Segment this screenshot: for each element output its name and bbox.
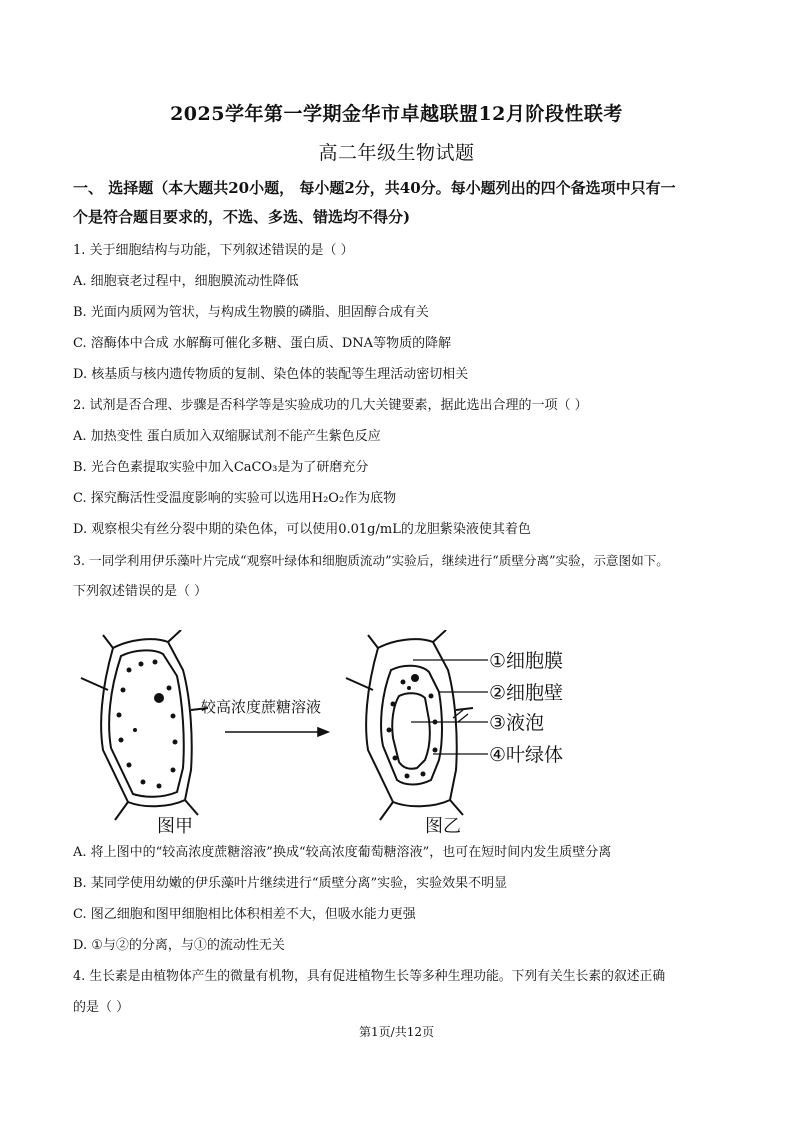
q3-stem-line2: 下列叙述错误的是（ ） [73, 584, 208, 599]
q3-stem-line1: 3. 一同学利用伊乐藻叶片完成“观察叶绿体和细胞质流动”实验后，继续进行“质壁分离”实验，示意图如下。 [73, 553, 669, 568]
arrow-label: 较高浓度蔗糖溶液 [201, 698, 322, 716]
q4-stem-line2: 的是（ ） [73, 1000, 130, 1015]
q2-option-c: C. 探究酶活性受温度影响的实验可以选用H₂O₂作为底物 [73, 491, 397, 506]
exam-subtitle: 高二年级生物试题 [318, 142, 475, 164]
q1-option-a: A. 细胞衰老过程中，细胞膜流动性降低 [73, 274, 299, 289]
caption-jia: 图甲 [157, 816, 193, 837]
label-vacuole: ③液泡 [489, 712, 545, 734]
q2-option-b: B. 光合色素提取实验中加入CaCO₃是为了研磨充分 [73, 460, 369, 475]
section-heading-line2: 个是符合题目要求的，不选、多选、错选均不得分) [73, 208, 411, 226]
label-cell-membrane: ①细胞膜 [489, 650, 564, 672]
q1-stem: 1. 关于细胞结构与功能，下列叙述错误的是（ ） [73, 243, 354, 258]
q1-option-c: C. 溶酶体中合成 水解酶可催化多糖、蛋白质、DNA等物质的降解 [73, 336, 452, 351]
q2-option-a: A. 加热变性 蛋白质加入双缩脲试剂不能产生紫色反应 [73, 429, 381, 444]
q1-option-b: B. 光面内质网为管状，与构成生物膜的磷脂、胆固醇合成有关 [73, 305, 429, 320]
chloroplasts-jia [117, 660, 178, 789]
q1-option-d: D. 核基质与核内遗传物质的复制、染色体的装配等生理活动密切相关 [73, 367, 469, 382]
q3-option-d: D. ①与②的分离，与①的流动性无关 [73, 938, 285, 953]
q3-option-c: C. 图乙细胞和图甲细胞相比体积相差不大，但吸水能力更强 [73, 907, 416, 922]
cell-yi [346, 630, 473, 820]
arrow-icon [225, 728, 328, 736]
plasmolysis-figure [73, 630, 593, 840]
caption-yi: 图乙 [425, 816, 461, 837]
q4-stem-line1: 4. 生长素是由植物体产生的微量有机物，具有促进植物生长等多种生理功能。下列有关生长素的叙述正确 [73, 969, 666, 984]
label-chloroplast: ④叶绿体 [489, 744, 564, 766]
section-heading-line1: 一、 选择题（本大题共20小题， 每小题2分，共40分。每小题列出的四个备选项中只有一 [73, 179, 676, 197]
q2-stem: 2. 试剂是否合理、步骤是否科学等是实验成功的几大关键要素，据此选出合理的一项（ ） [73, 398, 588, 413]
q3-option-b: B. 某同学使用幼嫩的伊乐藻叶片继续进行“质壁分离”实验，实验效果不明显 [73, 876, 508, 891]
exam-title: 2025学年第一学期金华市卓越联盟12月阶段性联考 [170, 103, 623, 125]
q3-option-a: A. 将上图中的“较高浓度蔗糖溶液”换成“较高浓度葡萄糖溶液”，也可在短时间内发生质壁分离 [73, 845, 612, 860]
cell-jia [81, 630, 208, 820]
label-cell-wall: ②细胞壁 [489, 682, 564, 704]
q2-option-d: D. 观察根尖有丝分裂中期的染色体，可以使用0.01g/mL的龙胆紫染液使其着色 [73, 522, 531, 537]
page-number: 第1页/共12页 [359, 1025, 434, 1039]
